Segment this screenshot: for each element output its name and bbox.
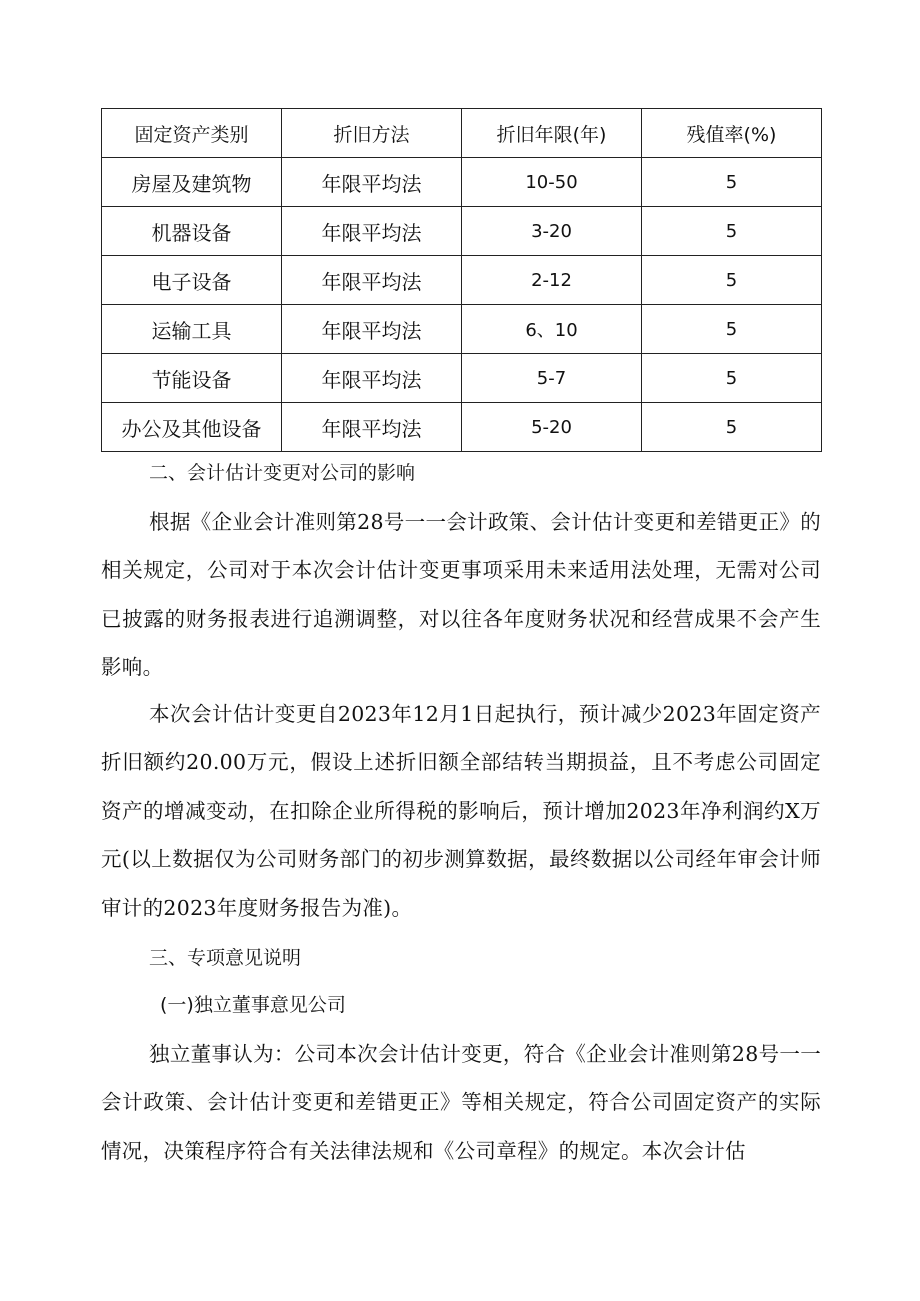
section-3-heading: 三、专项意见说明	[149, 947, 302, 969]
cell-residual: 5	[642, 403, 822, 452]
cell-years: 3-20	[462, 207, 642, 256]
cell-method: 年限平均法	[282, 403, 462, 452]
cell-years: 10-50	[462, 158, 642, 207]
cell-method: 年限平均法	[282, 256, 462, 305]
section-2-heading: 二、会计估计变更对公司的影响	[149, 462, 416, 484]
cell-category: 办公及其他设备	[102, 403, 282, 452]
cell-years: 5-7	[462, 354, 642, 403]
header-years: 折旧年限(年)	[462, 109, 642, 158]
cell-category: 节能设备	[102, 354, 282, 403]
section-3-subheading: (一)独立董事意见公司	[160, 994, 346, 1016]
table-row	[102, 207, 822, 256]
section-2-paragraph-1: 根据《企业会计准则第28号一一会计政策、会计估计变更和差错更正》的相关规定，公司对于本次会计估计变更事项采用未来适用法处理，无需对公司已披露的财务报表进行追溯调整，对以往各年度财务状况和经营成果不会产生影响。	[101, 510, 821, 680]
cell-years: 5-20	[462, 403, 642, 452]
table-header-row	[102, 109, 822, 158]
table-row	[102, 305, 822, 354]
cell-residual: 5	[642, 354, 822, 403]
cell-method: 年限平均法	[282, 354, 462, 403]
table-row	[102, 354, 822, 403]
cell-category: 房屋及建筑物	[102, 158, 282, 207]
cell-method: 年限平均法	[282, 158, 462, 207]
depreciation-table	[101, 108, 822, 452]
section-2-paragraph-2: 本次会计估计变更自2023年12月1日起执行，预计减少2023年固定资产折旧额约20.00万元，假设上述折旧额全部结转当期损益，且不考虑公司固定资产的增减变动，在扣除企业所得税的影响后，预计增加2023年净利润约X万元(以上数据仅为公司财务部门的初步测算数据，最终数据以公司经年审会计师审计的2023年度财务报告为准)。	[101, 702, 821, 920]
cell-years: 2-12	[462, 256, 642, 305]
cell-method: 年限平均法	[282, 207, 462, 256]
header-residual: 残值率(%)	[642, 109, 822, 158]
cell-residual: 5	[642, 158, 822, 207]
cell-method: 年限平均法	[282, 305, 462, 354]
cell-category: 运输工具	[102, 305, 282, 354]
header-category: 固定资产类别	[102, 109, 282, 158]
section-3-paragraph-1: 独立董事认为：公司本次会计估计变更，符合《企业会计准则第28号一一会计政策、会计估计变更和差错更正》等相关规定，符合公司固定资产的实际情况，决策程序符合有关法律法规和《公司章程》的规定。本次会计估	[101, 1042, 821, 1163]
header-method: 折旧方法	[282, 109, 462, 158]
cell-category: 机器设备	[102, 207, 282, 256]
table-row	[102, 403, 822, 452]
cell-residual: 5	[642, 305, 822, 354]
cell-years: 6、10	[462, 305, 642, 354]
cell-residual: 5	[642, 207, 822, 256]
cell-category: 电子设备	[102, 256, 282, 305]
table-row	[102, 256, 822, 305]
table-row	[102, 158, 822, 207]
cell-residual: 5	[642, 256, 822, 305]
